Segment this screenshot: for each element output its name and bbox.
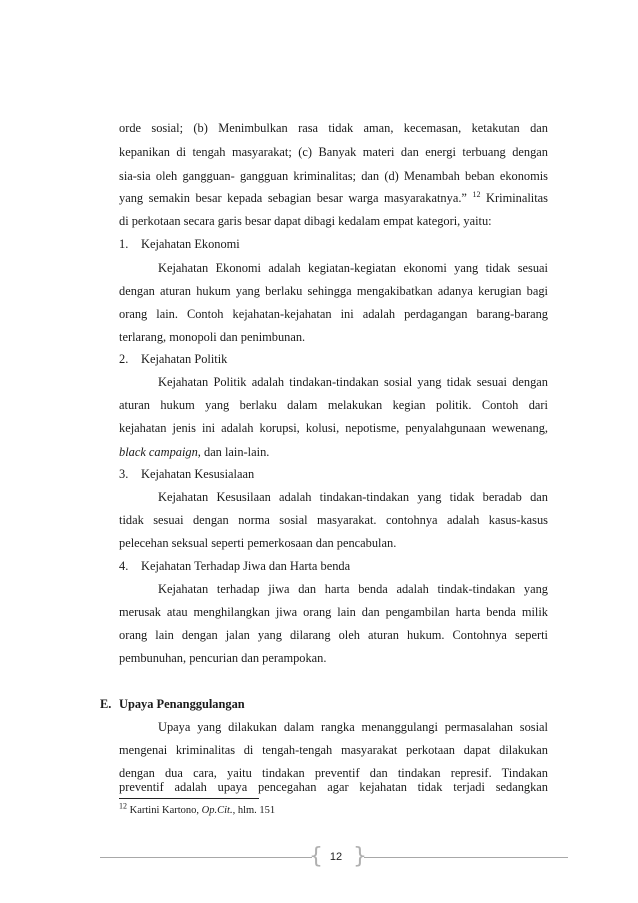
footnote-author: Kartini Kartono, (129, 805, 200, 816)
paragraph-line: Upaya yang dilakukan dalam rangka menanggulangi permasalahan sosial (158, 720, 548, 734)
paragraph-line: merusak atau menghilangkan jiwa orang lain dan pengambilan harta benda milik (119, 605, 548, 619)
paragraph-line-rest: , dan lain-lain. (197, 445, 270, 459)
paragraph-line: Kejahatan Ekonomi adalah kegiatan-kegiatan ekonomi yang tidak sesuai (158, 261, 548, 275)
category-heading-4 (0, 555, 638, 577)
category-heading-1 (0, 233, 638, 255)
section-label: E. (100, 697, 112, 711)
body-line-4-text: yang semakin besar kepada sebagian besar warga masyarakatnya.” (119, 191, 467, 205)
paragraph-line: Kejahatan Kesusilaan adalah tindakan-tindakan yang tidak beradab dan (158, 490, 548, 504)
category-title: Kejahatan Terhadap Jiwa dan Harta benda (141, 559, 351, 573)
category-number: 3. (119, 467, 129, 481)
footnote-rest: hlm. 151 (237, 805, 276, 816)
right-bracket-icon: } (353, 844, 367, 869)
body-line-3: sia-sia oleh gangguan- gangguan kriminalitas; dan (d) Menambah beban ekonomis (119, 169, 548, 183)
body-line-5: di perkotaan secara garis besar dapat dibagi kedalam empat kategori, yaitu: (119, 214, 492, 228)
footnote-italic: Op.Cit., (201, 805, 236, 816)
category-heading-2 (0, 348, 638, 370)
category-title: Kejahatan Ekonomi (141, 237, 240, 251)
footnote-separator (119, 798, 259, 799)
body-line-2: kepanikan di tengah masyarakat; (c) Banyak materi dan energi terbuang dengan (119, 145, 548, 159)
category-title: Kejahatan Politik (141, 352, 228, 366)
paragraph-line: kejahatan jenis ini adalah korupsi, kolusi, nepotisme, penyalahgunaan wewenang, (119, 421, 548, 435)
paragraph-line: dengan aturan hukum yang berlaku sehingga mengakibatkan adanya kerugian bagi (119, 284, 548, 298)
paragraph-line: pelecehan seksual seperti pemerkosaan dan pencabulan. (119, 536, 397, 550)
paragraph-line: tidak sesuai dengan norma sosial masyarakat. contohnya adalah kasus-kasus (119, 513, 548, 527)
paragraph-line-last (119, 441, 548, 463)
paragraph-line: Kejahatan terhadap jiwa dan harta benda adalah tindak-tindakan yang (158, 582, 548, 596)
paragraph-line: pembunuhan, pencurian dan perampokan. (119, 651, 327, 665)
italic-term: black campaign (119, 445, 198, 459)
paragraph-line: Kejahatan Politik adalah tindakan-tindakan sosial yang tidak sesuai dengan (158, 375, 548, 389)
page-number: 12 (329, 851, 343, 863)
footer-rule-left (100, 857, 312, 858)
section-heading-e (0, 693, 638, 715)
paragraph-line: terlarang, monopoli dan penimbunan. (119, 330, 306, 344)
category-heading-3 (0, 463, 638, 485)
category-number: 4. (119, 559, 129, 573)
body-line-4 (119, 187, 548, 209)
footnote-ref: 12 (472, 189, 481, 199)
category-title: Kejahatan Kesusialaan (141, 467, 255, 481)
paragraph-line: mengenai kriminalitas di tengah-tengah masyarakat perkotaan dapat dilakukan (119, 743, 548, 757)
paragraph-line: dengan dua cara, yaitu tindakan preventif dan tindakan represif. Tindakan (119, 766, 548, 780)
paragraph-line: aturan hukum yang berlaku dalam melakukan kegian politik. Contoh dari (119, 398, 548, 412)
body-line-1: orde sosial; (b) Menimbulkan rasa tidak aman, kecemasan, ketakutan dan (119, 121, 548, 135)
footnote (119, 802, 275, 820)
left-bracket-icon: { (309, 844, 323, 869)
paragraph-line: orang lain dengan jalan yang dilarang oleh aturan hukum. Contohnya seperti (119, 628, 548, 642)
paragraph-line: preventif adalah upaya pencegahan agar kejahatan tidak terjadi sedangkan (119, 780, 548, 794)
body-line-4-tail: Kriminalitas (486, 191, 548, 205)
category-number: 1. (119, 237, 129, 251)
category-number: 2. (119, 352, 129, 366)
footnote-number: 12 (119, 801, 127, 811)
paragraph-line: orang lain. Contoh kejahatan-kejahatan ini adalah perdagangan barang-barang (119, 307, 548, 321)
section-title: Upaya Penanggulangan (119, 697, 245, 711)
footer-rule-right (364, 857, 568, 858)
